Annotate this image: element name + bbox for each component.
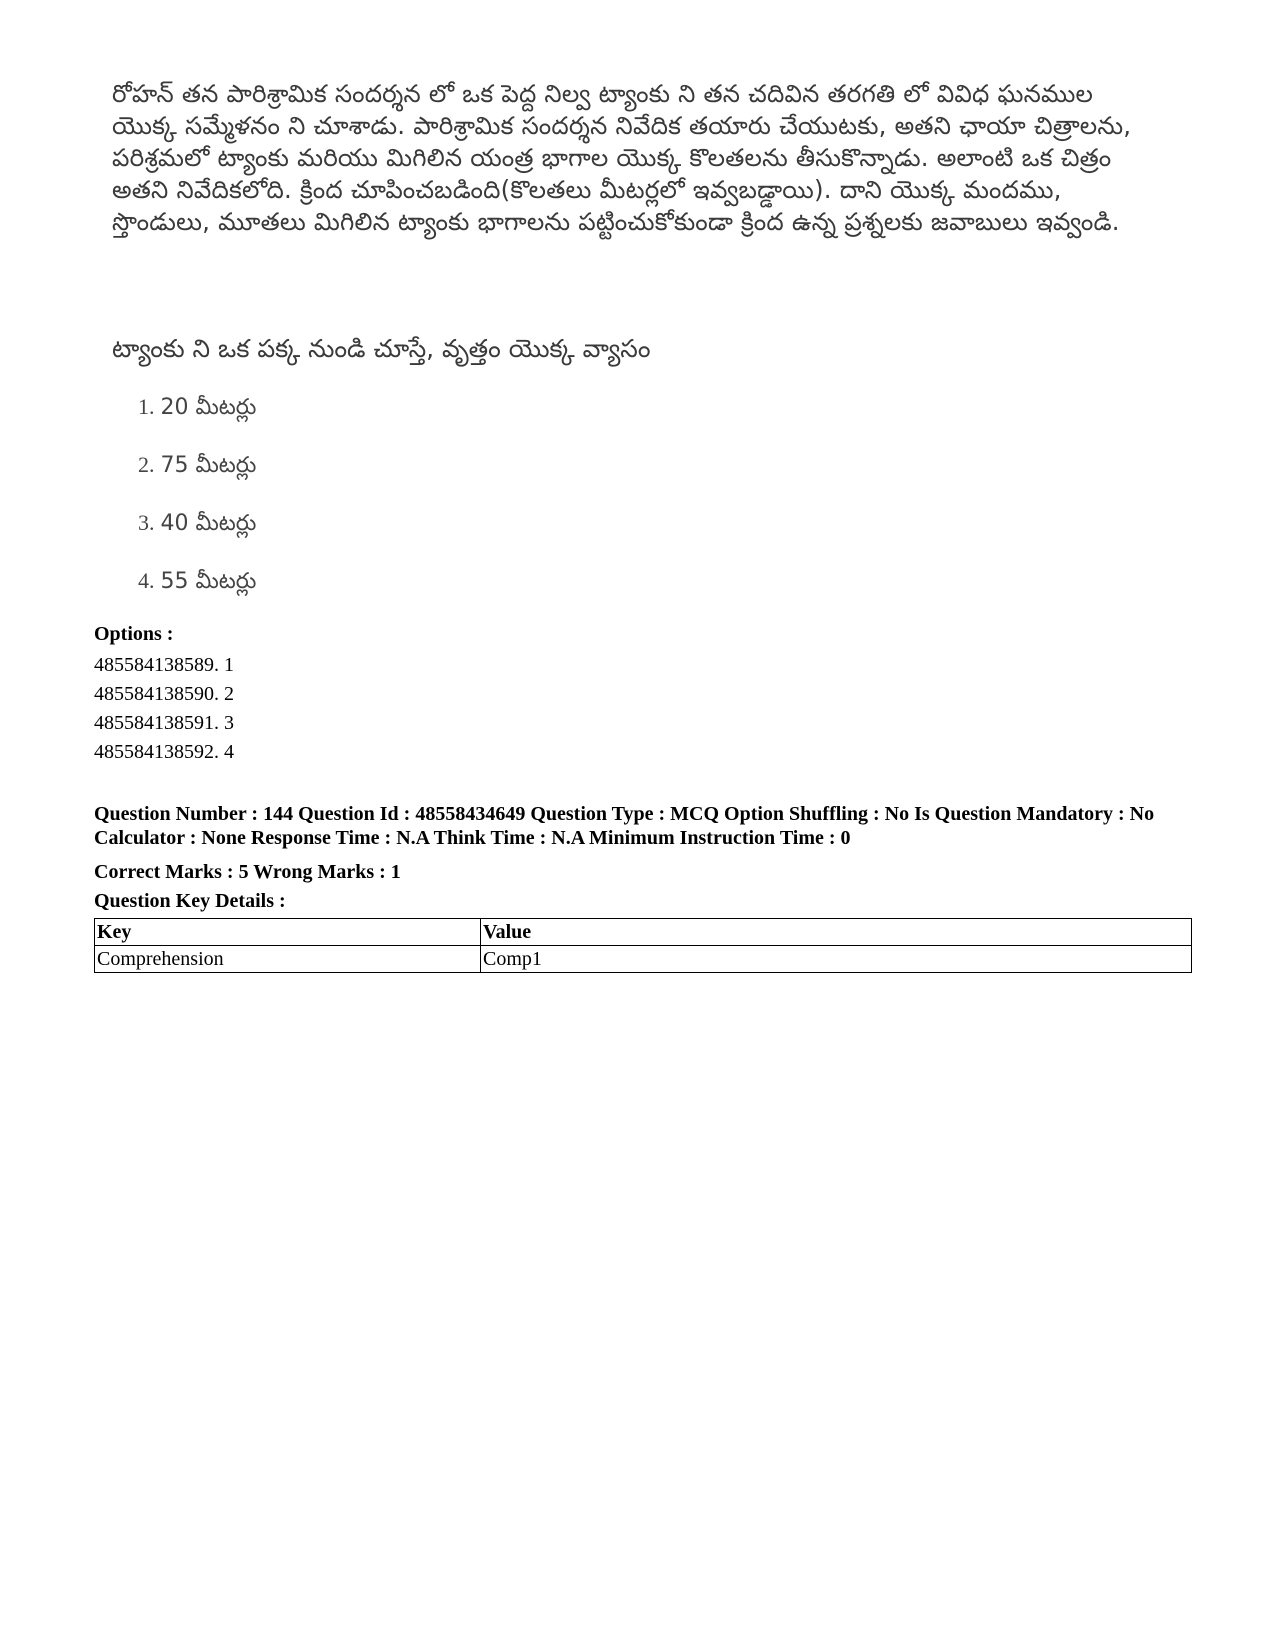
table-header-row <box>95 919 1192 946</box>
options-heading: Options : <box>94 623 174 645</box>
question-metadata: Question Number : 144 Question Id : 48558434649 Question Type : MCQ Option Shuffling : No Is Question Mandatory : No Calculator : None Response Time : N.A Think Time : N.A Minimum Instruction Time : 0 <box>94 803 1155 849</box>
cell-value: Comp1 <box>481 946 1192 973</box>
option-id-item: 485584138592. 4 <box>94 741 234 763</box>
option-id-item: 485584138590. 2 <box>94 683 234 705</box>
option-id-item: 485584138589. 1 <box>94 654 234 676</box>
option-id-item: 485584138591. 3 <box>94 712 234 734</box>
option-id-list <box>94 651 234 767</box>
comprehension-passage: రోహన్ తన పారిశ్రామిక సందర్శన లో ఒక పెద్ద నిల్వ ట్యాంకు ని తన చదివిన తరగతి లో వివిధ ఘనముల యొక్క సమ్మేళనం ని చూశాడు. పారిశ్రామిక సందర్శన నివేదిక తయారు చేయుటకు, అతని ఛాయా చిత్రాలను, పరిశ్రమలో ట్యాంకు మరియు మిగిలిన యంత్ర భాగాల యొక్క కొలతలను తీసుకొన్నాడు. అలాంటి ఒక చిత్రం అతని నివేదికలోది. క్రింద చూపించబడింది(కొలతలు మీటర్లలో ఇవ్వబడ్డాయి). దాని యొక్క మందము, స్తొండులు, మూతలు మిగిలిన ట్యాంకు భాగాలను పట్టించుకోకుండా క్రింద ఉన్న ప్రశ్నలకు జవాబులు ఇవ్వండి. <box>112 79 1132 236</box>
table-row <box>95 946 1192 973</box>
choice-text: 55 మీటర్లు <box>160 569 257 594</box>
choice-number: 2. <box>138 452 155 477</box>
answer-choice <box>138 450 256 508</box>
key-details-table <box>94 918 1192 973</box>
answer-choices-list <box>138 392 256 624</box>
choice-text: 20 మీటర్లు <box>160 395 257 420</box>
answer-choice <box>138 392 256 450</box>
choice-number: 4. <box>138 568 155 593</box>
key-details-heading: Question Key Details : <box>94 890 286 912</box>
choice-text: 75 మీటర్లు <box>160 453 257 478</box>
question-stem: ట్యాంకు ని ఒక పక్క నుండి చూస్తే, వృత్తం యొక్క వ్యాసం <box>112 334 651 363</box>
choice-text: 40 మీటర్లు <box>160 511 257 536</box>
header-key: Key <box>95 919 481 946</box>
answer-choice <box>138 566 256 624</box>
marks-info: Correct Marks : 5 Wrong Marks : 1 <box>94 861 401 883</box>
header-value: Value <box>481 919 1192 946</box>
choice-number: 1. <box>138 394 155 419</box>
answer-choice <box>138 508 256 566</box>
choice-number: 3. <box>138 510 155 535</box>
cell-key: Comprehension <box>95 946 481 973</box>
